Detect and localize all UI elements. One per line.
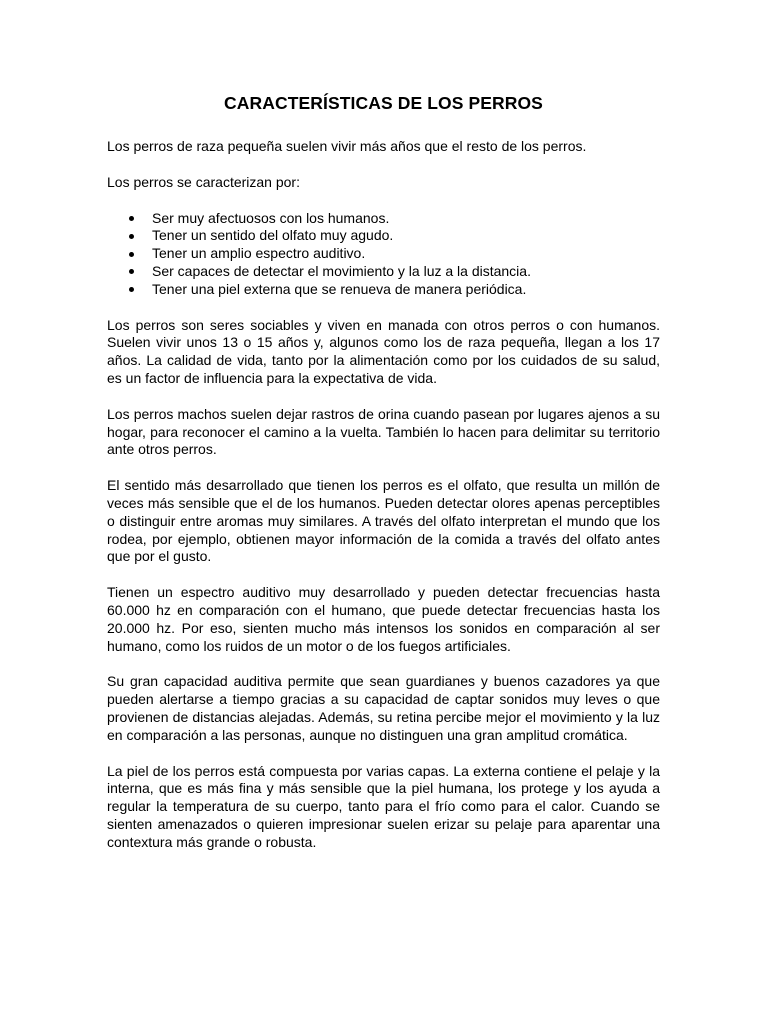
body-paragraph-hearing: Tienen un espectro auditivo muy desarrollado y pueden detectar frecuencias hasta 60.000 hz en comparación con el humano, que puede detectar frecuencias hasta los 20.000 hz. Por eso, sienten mucho más intensos los sonidos en comparación al ser humano, como los ruidos de un motor o de los fuegos artificiales. — [107, 584, 660, 654]
body-paragraph-guardians: Su gran capacidad auditiva permite que sean guardianes y buenos cazadores ya que pueden alertarse a tiempo gracias a su capacidad de captar sonidos muy leves o que provienen de distancias alejadas. Además, su retina percibe mejor el movimiento y la luz en comparación a las personas, aunque no distinguen una gran amplitud cromática. — [107, 673, 660, 743]
list-item — [107, 210, 660, 228]
body-paragraph-smell: El sentido más desarrollado que tienen los perros es el olfato, que resulta un millón de veces más sensible que el de los humanos. Pueden detectar olores apenas perceptibles o distinguir entre aromas muy similares. A través del olfato interpretan el mundo que los rodea, por ejemplo, obtienen mayor información de la comida a través del olfato antes que por el gusto. — [107, 477, 660, 565]
intro-paragraph: Los perros de raza pequeña suelen vivir más años que el resto de los perros. — [107, 138, 587, 154]
list-item — [107, 245, 660, 263]
body-paragraph-territory: Los perros machos suelen dejar rastros de orina cuando pasean por lugares ajenos a su hogar, para reconocer el camino a la vuelta. También lo hacen para delimitar su territorio ante otros perros. — [107, 405, 660, 458]
body-paragraph-sociability: Los perros son seres sociables y viven en manada con otros perros o con humanos. Suelen vivir unos 13 o 15 años y, algunos como los de raza pequeña, llegan a los 17 años. La calidad de vida, tanto por la alimentación como por los cuidados de su salud, es un factor de influencia para la expectativa de vida. — [107, 316, 660, 386]
list-item — [107, 227, 660, 245]
characteristics-list — [107, 210, 660, 299]
list-intro: Los perros se caracterizan por: — [107, 173, 300, 190]
body-paragraph-skin: La piel de los perros está compuesta por varias capas. La externa contiene el pelaje y la interna, que es más fina y más sensible que la piel humana, los protege y los ayuda a regular la temperatura de su cuerpo, tanto para el frío como para el calor. Cuando se sienten amenazados o quieren impresionar suelen erizar su pelaje para aparentar una contextura más grande o robusta. — [107, 762, 660, 850]
list-item-text: Ser muy afectuosos con los humanos. — [152, 209, 390, 226]
list-item-text: Tener un amplio espectro auditivo. — [152, 245, 366, 262]
list-item-text: Tener un sentido del olfato muy agudo. — [152, 227, 394, 244]
bullet-icon — [129, 252, 134, 257]
list-item-text: Ser capaces de detectar el movimiento y la luz a la distancia. — [152, 262, 531, 279]
bullet-icon — [129, 234, 134, 239]
bullet-icon — [129, 269, 134, 274]
bullet-icon — [129, 287, 134, 292]
list-item — [107, 263, 660, 281]
bullet-icon — [129, 216, 134, 221]
list-item — [107, 281, 660, 299]
list-item-text: Tener una piel externa que se renueva de manera periódica. — [152, 280, 527, 297]
document-page — [107, 92, 660, 870]
document-title: CARACTERÍSTICAS DE LOS PERROS — [224, 93, 543, 113]
